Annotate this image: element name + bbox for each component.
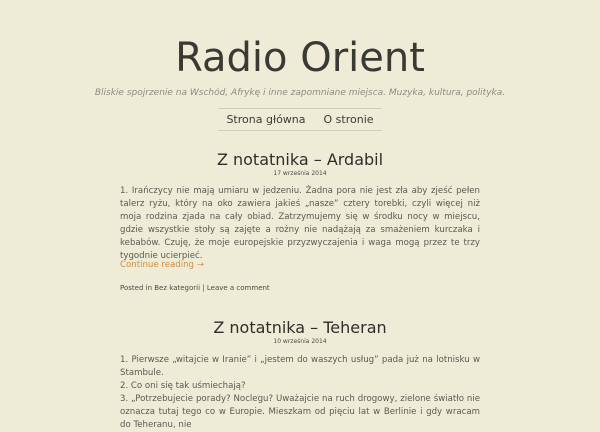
post-excerpt-text: 1. Irańczycy nie mają umiaru w jedzeniu. Żadna pora nie jest zła aby zjeść pełen talerz ryżu, który na oko zawiera jakieś „nasze” cztery torebki, czyli więcej niż moja rodzina zjada na cały obiad. Zatrzymujemy się w środku nocy w miejscu, gdzie wszystkie stoły są zajęte a rożny nie nadążają za smażeniem kurczaka i kebabów. Czuję, że moje europejskie przyzwyczajenia i waga mogą przez te trzy tygodnie ucierpieć.: [120, 186, 480, 261]
list-item: 2. Co oni się tak uśmiechają?: [120, 381, 246, 391]
list-item: 3. „Potrzebujecie porady? Noclegu? Uważajcie na ruch drogowy, zielone światło nie oznacza tutaj tego co w Europie. Mieszkam od pięciu lat w Berlinie i gdy wracam do Teheranu, nie: [120, 394, 480, 430]
post-title[interactable]: Z notatnika – Teheran: [213, 318, 387, 337]
posted-in-label: Posted in: [120, 284, 153, 292]
nav-item-home[interactable]: Strona główna: [226, 113, 306, 126]
meta-separator: |: [202, 284, 205, 292]
post-title[interactable]: Z notatnika – Ardabil: [216, 150, 384, 169]
post-date[interactable]: 10 września 2014: [273, 338, 327, 345]
site-tagline: Bliskie spojrzenie na Wschód, Afrykę i inne zapomniane miejsca. Muzyka, kultura, polityka.: [94, 88, 506, 98]
category-link[interactable]: Bez kategorii: [154, 284, 201, 292]
post-excerpt: [120, 185, 480, 263]
post-date[interactable]: 17 września 2014: [273, 170, 327, 177]
list-item: 1. Pierwsze „witajcie w Iranie” i „jestem do waszych usług” pada już na lotnisku w Stambule.: [120, 355, 480, 378]
continue-reading-link[interactable]: Continue reading →: [120, 260, 204, 270]
post-meta: [120, 284, 270, 292]
leave-comment-link[interactable]: Leave a comment: [206, 284, 270, 292]
site-title[interactable]: Radio Orient: [175, 35, 425, 81]
nav-item-about[interactable]: O stronie: [323, 113, 374, 126]
post-excerpt: [120, 354, 480, 432]
main-navigation: [218, 108, 382, 131]
